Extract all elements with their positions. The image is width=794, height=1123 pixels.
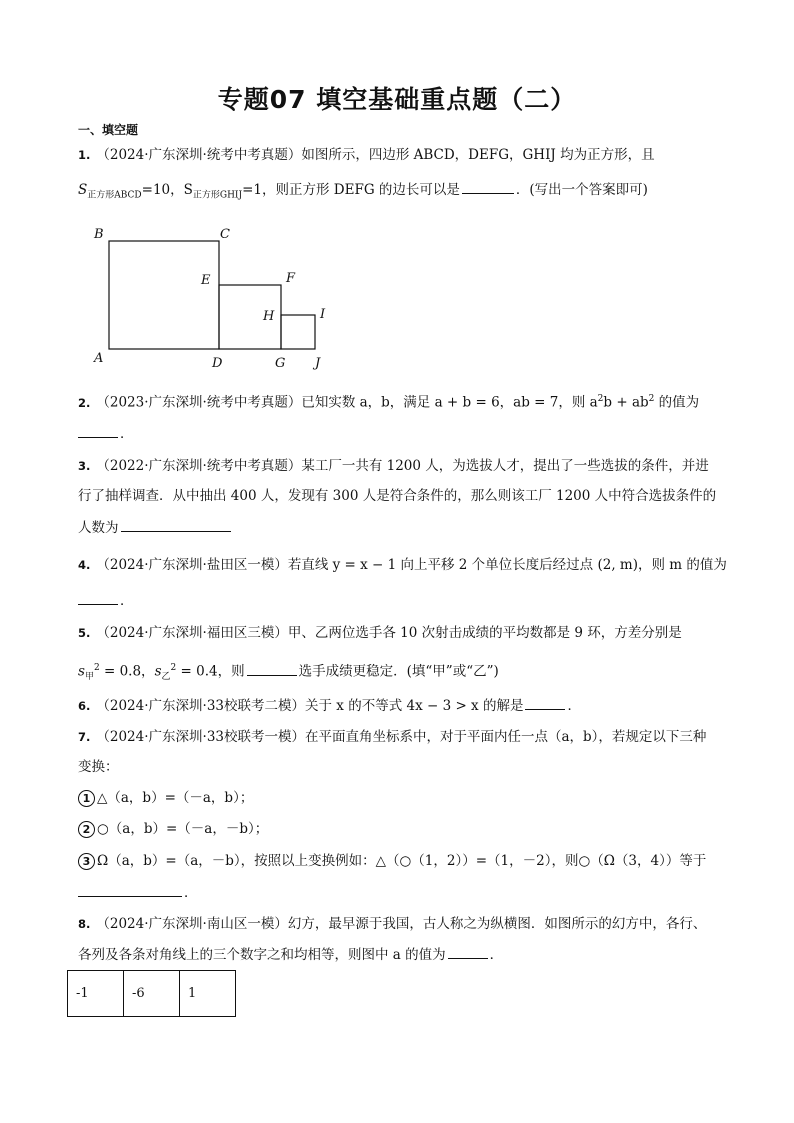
q1-text1: （2024·广东深圳·统考中考真题）如图所示，四边形 ABCD，DEFG，GHIJ 均为正方形，且 <box>96 147 655 163</box>
q7-rule1: 1 △（a，b）=（－a，b）； <box>78 789 253 807</box>
circled-number-3: 3 <box>78 853 95 870</box>
q6-line1: 6. （2024·广东深圳·33校联考二模）关于 x 的不等式 4x − 3 > x 的解是 ． <box>78 698 581 714</box>
q4-line1: 4. （2024·广东深圳·盐田区一模）若直线 y = x − 1 向上平移 2 个单位长度后经过点 (2, m)，则 m 的值为 <box>78 557 727 573</box>
magic-cell: -1 <box>68 971 124 1017</box>
q7-rule3: 3 Ω（a，b）=（a，－b），按照以上变换例如：△（○（1，2））=（1，－2），则○（Ω（3，4））等于 <box>78 852 706 870</box>
label-i: I <box>320 307 326 322</box>
q1-line2: $S_{正方形ABCD}=10$，$S_{正方形GHIJ}=1$，则正方形 DEFG 的边长可以是 ．(写出一个答案即可) <box>78 182 648 201</box>
section-heading: 一、填空题 <box>78 123 139 137</box>
q2-line2: ． <box>78 425 134 443</box>
q6-answer-blank[interactable] <box>525 697 565 710</box>
magic-cell: 1 <box>180 971 236 1017</box>
magic-square-row <box>68 971 236 1017</box>
label-b: B <box>94 227 104 242</box>
label-f: F <box>286 271 296 286</box>
q7-answer-blank[interactable] <box>78 884 182 897</box>
label-d: D <box>212 356 223 371</box>
q8-line1: 8. （2024·广东深圳·南山区一模）幻方，最早源于我国，古人称之为纵横图．如图所示的幻方中，各行、 <box>78 916 707 932</box>
q7-line6: ． <box>78 884 198 902</box>
q8-answer-blank[interactable] <box>448 946 488 959</box>
q1-answer-blank[interactable] <box>462 181 514 194</box>
q1-number: 1. <box>78 148 91 162</box>
q5-line1: 5. （2024·广东深圳·福田区三模）甲、乙两位选手各 10 次射击成绩的平均数都是 9 环，方差分别是 <box>78 625 682 641</box>
q2-line1: 2. （2023·广东深圳·统考中考真题）已知实数 a，b，满足 a + b = 6，ab = 7，则 $a^2b + ab^2$ 的值为 <box>78 394 700 411</box>
label-g: G <box>275 356 286 371</box>
q3-answer-blank[interactable] <box>121 519 231 532</box>
q7-line1: 7. （2024·广东深圳·33校联考一模）在平面直角坐标系中，对于平面内任一点（a，b），若规定以下三种 <box>78 729 707 745</box>
q4-answer-blank[interactable] <box>78 592 118 605</box>
q1-line1 <box>78 146 655 164</box>
circled-number-1: 1 <box>78 790 95 807</box>
label-c: C <box>220 227 230 242</box>
q2-answer-blank[interactable] <box>78 425 118 438</box>
square-ghij <box>281 315 315 349</box>
q3-line2: 行了抽样调查．从中抽出 400 人，发现有 300 人是符合条件的，那么则该工厂 1200 人中符合选拔条件的 <box>78 488 717 504</box>
q5-answer-blank[interactable] <box>247 663 297 676</box>
q7-rule2: 2 ○（a，b）=（－a，－b）； <box>78 820 268 838</box>
magic-cell: -6 <box>124 971 180 1017</box>
circled-number-2: 2 <box>78 821 95 838</box>
q8-line2: 各列及各条对角线上的三个数字之和均相等，则图中 a 的值为 ． <box>78 947 504 963</box>
q3-line3: 人数为 <box>78 519 233 537</box>
magic-square-grid <box>67 970 236 1017</box>
square-abcd <box>109 241 219 349</box>
page-title: 专题07 填空基础重点题（二） <box>217 85 577 114</box>
label-j: J <box>315 356 321 371</box>
label-e: E <box>201 273 211 288</box>
q3-line1: 3. （2022·广东深圳·统考中考真题）某工厂一共有 1200 人，为选拔人才，提出了一些选拔的条件，并进 <box>78 458 709 474</box>
label-a: A <box>94 351 104 366</box>
q1-squares-figure <box>88 222 338 372</box>
q4-line2: ． <box>78 592 134 610</box>
q5-line2: $s_甲^2 = 0.8$，$s_乙^2 = 0.4$，则 选手成绩更稳定．(填“甲”或“乙”) <box>78 663 499 683</box>
q7-line2: 变换： <box>78 759 119 775</box>
label-h: H <box>263 309 275 324</box>
